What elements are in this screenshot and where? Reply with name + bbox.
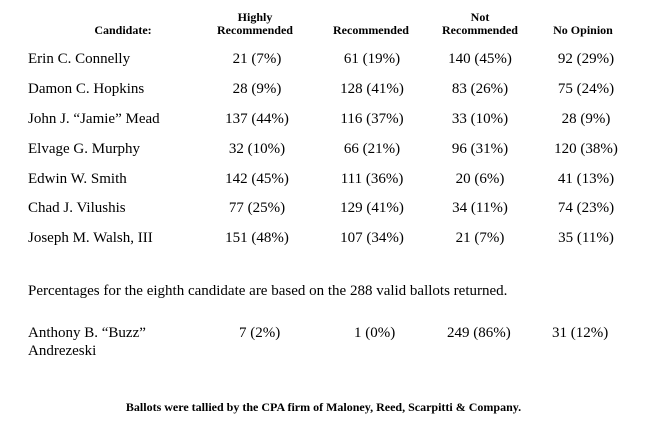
vote-highly: 137 (44%) [225, 111, 289, 127]
candidate-name: Elvage G. Murphy [28, 141, 141, 157]
candidate-name: Edwin W. Smith [28, 171, 127, 187]
vote-recommended: 129 (41%) [340, 200, 404, 216]
candidate-name: Damon C. Hopkins [28, 81, 145, 97]
vote-highly: 142 (45%) [225, 171, 289, 187]
vote-highly: 28 (9%) [232, 81, 282, 97]
candidate-name: Erin C. Connelly [28, 51, 131, 67]
vote-no-opinion: 74 (23%) [557, 200, 615, 216]
vote-no-opinion: 92 (29%) [557, 51, 615, 67]
candidate-name: Joseph M. Walsh, III [28, 230, 153, 246]
vote-no-opinion: 28 (9%) [561, 111, 611, 127]
vote-no-opinion: 35 (11%) [558, 230, 614, 246]
vote-not: 83 (26%) [451, 81, 509, 97]
note-eighth-candidate: Percentages for the eighth candidate are based on the 288 valid ballots returned. [28, 283, 508, 299]
header-candidate: Candidate: [94, 23, 152, 37]
header-highly-recommended: Highly Recommended [217, 10, 293, 37]
vote-recommended: 128 (41%) [340, 81, 404, 97]
eighth-recommended: 1 (0%) [354, 325, 396, 341]
vote-recommended: 61 (19%) [343, 51, 401, 67]
eighth-no-opinion: 31 (12%) [552, 325, 609, 341]
footer-note: Ballots were tallied by the CPA firm of Maloney, Reed, Scarpitti & Company. [125, 400, 522, 414]
vote-highly: 151 (48%) [225, 230, 289, 246]
vote-no-opinion: 120 (38%) [554, 141, 618, 157]
candidate-name: John J. “Jamie” Mead [28, 111, 160, 127]
header-no-opinion: No Opinion [553, 23, 613, 37]
vote-not: 96 (31%) [451, 141, 509, 157]
vote-highly: 21 (7%) [232, 51, 282, 67]
vote-not: 34 (11%) [452, 200, 508, 216]
vote-not: 20 (6%) [455, 171, 505, 187]
vote-no-opinion: 75 (24%) [557, 81, 615, 97]
vote-recommended: 116 (37%) [340, 111, 404, 127]
eighth-not: 249 (86%) [447, 325, 511, 341]
vote-not: 33 (10%) [451, 111, 509, 127]
candidate-name: Chad J. Vilushis [28, 200, 126, 216]
vote-recommended: 66 (21%) [343, 141, 401, 157]
vote-no-opinion: 41 (13%) [557, 171, 615, 187]
header-not-recommended: Not Recommended [442, 10, 518, 37]
header-recommended: Recommended [333, 23, 409, 37]
vote-not: 140 (45%) [448, 51, 512, 67]
vote-highly: 77 (25%) [228, 200, 286, 216]
vote-not: 21 (7%) [455, 230, 505, 246]
vote-recommended: 107 (34%) [340, 230, 404, 246]
eighth-candidate-name: Anthony B. “Buzz” Andrezeski [28, 325, 146, 359]
eighth-highly: 7 (2%) [239, 325, 281, 341]
vote-recommended: 111 (36%) [340, 171, 404, 187]
vote-highly: 32 (10%) [228, 141, 286, 157]
